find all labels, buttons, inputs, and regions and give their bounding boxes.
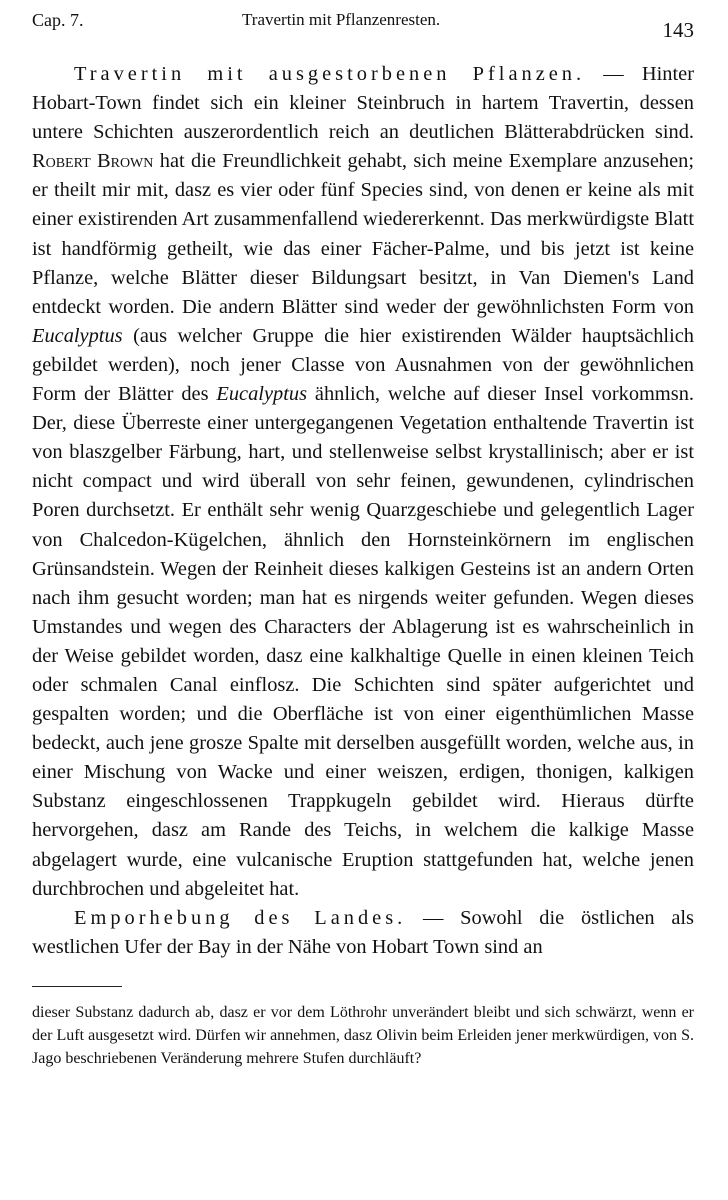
section-heading-travertin: Travertin mit ausgestorbenen Pflanzen. — [74, 63, 586, 85]
paragraph-text: (aus welcher Gruppe die hier existirenden Wälder hauptsächlich gebildet werden), noch jener Classe von Ausnahmen von der gewöhnlichen Form der Blätter des — [32, 324, 694, 406]
genus-name: Eucalyptus — [32, 324, 123, 347]
paragraph-emporhebung — [32, 904, 694, 962]
genus-name: Eucalyptus — [216, 383, 308, 406]
paragraph-text: ähnlich, welche auf dieser Insel vorkommsn. Der, diese Überreste einer untergegangenen Vegetation enthaltende Travertin ist von blaszgelber Färbung, hart, und stellenweise selbst krystallinisch; aber er ist nicht compact und wird überall von sehr feinen, gewundenen, cylindrischen Poren durchsetzt. Er enthält sehr wenig Quarzgeschiebe und gelegentlich Lager von Chalcedon-Kügelchen, ähnlich den Hornsteinkörnern im englischen Grünsandstein. Wegen der Reinheit dieses kalkigen Gesteins ist an andern Orten nach ihm gesucht worden; man hat es nirgends weiter gefunden. Wegen dieses Umstandes und wegen des Characters der Ablagerung ist es wahrscheinlich in der Weise gebildet worden, dasz eine kalkhaltige Quelle in einen kleinen Teich oder schmalen Canal einflosz. Die Schichten sind später aufgerichtet und gespalten worden; und die Oberfläche ist von einer eigenthümlichen Masse bedeckt, auch jene grosze Spalte mit derselben ausgefüllt worden, welche aus, in einer Mischung von Wacke und einer weiszen, erdigen, thonigen, kalkigen Substanz eingeschlossenen Trappkugeln gebildet wird. Hieraus dürfte hervorgehen, dasz am Rande des Teichs, in welchem die kalkige Masse abgelagert wurde, eine vulcanische Eruption stattgefunden hat, welche jenen durchbrochen und abgeleitet hat. — [32, 383, 695, 900]
section-heading-emporhebung: Emporhebung des Landes. — [74, 906, 407, 929]
running-title: Travertin mit Pflanzenresten. — [242, 10, 441, 29]
paragraph-text: — Sowohl die östlichen als westlichen Ufer der Bay in der Nähe von Hobart Town sind an — [32, 906, 694, 958]
page-number: 143 — [662, 18, 694, 42]
author-name: Robert Brown — [32, 150, 154, 173]
chapter-label: Cap. 7. — [32, 10, 84, 30]
paragraph-text: — Hinter Hobart-Town findet sich ein kleiner Steinbruch in hartem Travertin, dessen untere Schichten auszerordentlich reich an deutlichen Blätterabdrücken sind. — [32, 63, 694, 144]
body-text — [32, 60, 694, 962]
running-head — [32, 6, 694, 42]
paragraph-travertin — [32, 60, 694, 904]
footnote — [32, 1001, 694, 1070]
footnote-rule — [32, 986, 122, 987]
footnote-text: dieser Substanz dadurch ab, dasz er vor dem Löthrohr unverändert bleibt und sich schwärzt, wenn er der Luft ausgesetzt wird. Dürfen wir annehmen, dasz Olivin beim Erleiden jener merkwürdigen, von S. Jago beschriebenen Veränderung mehrere Stufen durchläuft? — [32, 1003, 694, 1067]
paragraph-text: hat die Freundlichkeit gehabt, sich meine Exemplare anzusehen; er theilt mir mit, dasz es vier oder fünf Species sind, von denen er keine als mit einer existirenden Art zusammenfallend wiedererkennt. Das merkwürdigste Blatt ist handförmig getheilt, wie das einer Fächer-Palme, und bis jetzt ist keine Pflanze, welche Blätter dieser Bildungsart besitzt, in Van Diemen's Land entdeckt worden. Die andern Blätter sind weder der gewöhnlichsten Form von — [32, 150, 694, 318]
